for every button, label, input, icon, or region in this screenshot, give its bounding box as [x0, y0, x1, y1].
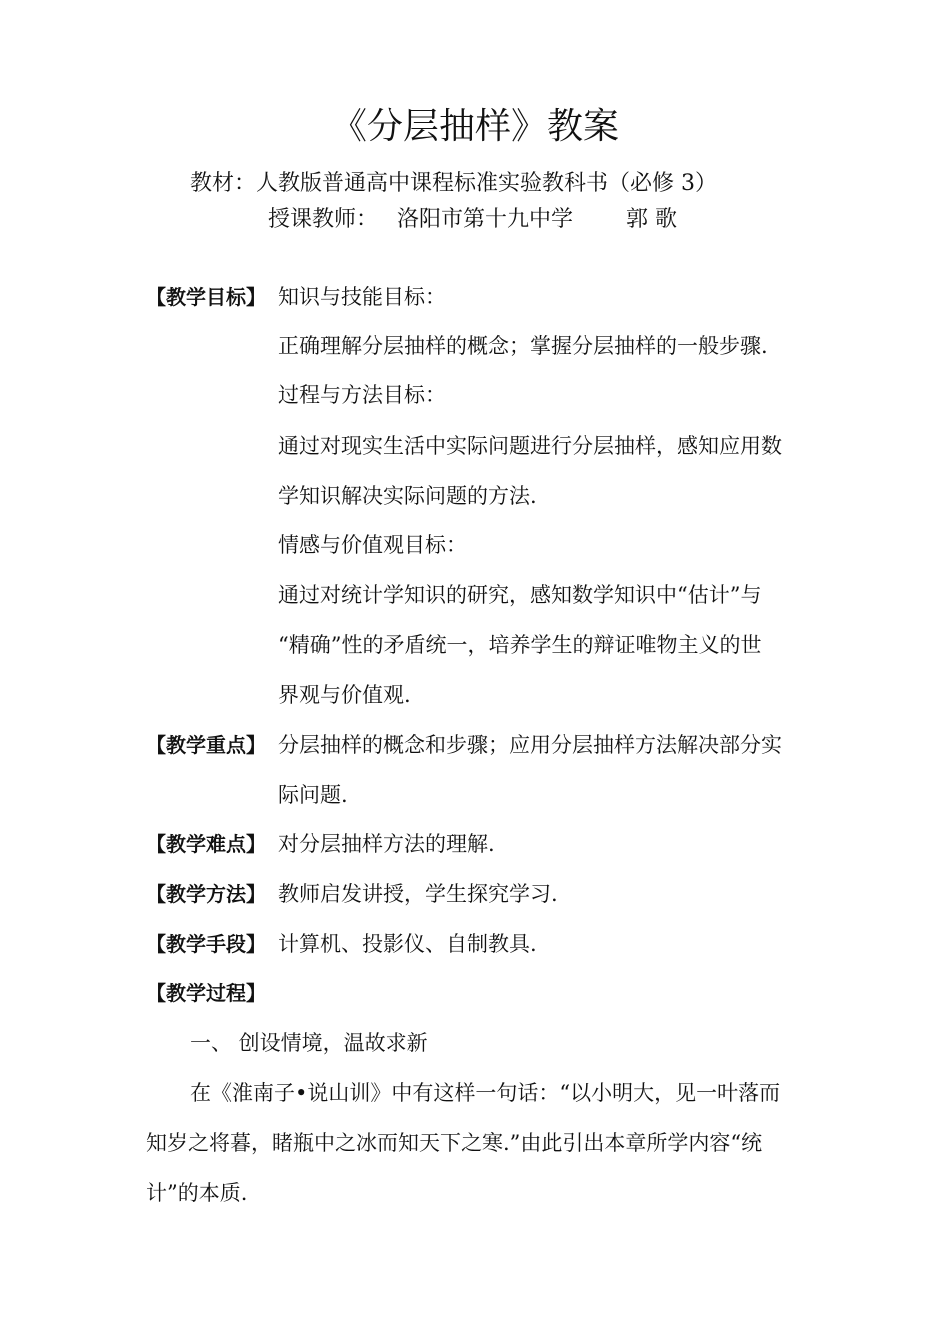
process-line-2: 学知识解决实际问题的方法. [278, 484, 537, 508]
key-points-line-2: 际问题. [278, 783, 348, 807]
teacher-label: 授课教师： [268, 207, 379, 232]
process-heading: 过程与方法目标： [278, 383, 446, 407]
emotion-line-2: “精确”性的矛盾统一，培养学生的辩证唯物主义的世 [278, 633, 762, 657]
process-paragraph-line-1: 在《淮南子•说山训》中有这样一句话：“以小明大，见一叶落而 [190, 1081, 781, 1105]
knowledge-heading: 知识与技能目标： [278, 285, 446, 309]
process-line-1: 通过对现实生活中实际问题进行分层抽样，感知应用数 [278, 434, 782, 458]
emotion-line-3: 界观与价值观. [278, 683, 411, 707]
process-label: 【教学过程】 [146, 981, 266, 1005]
textbook-line: 教材：人教版普通高中课程标准实验教科书（必修 3） [190, 171, 717, 196]
difficulties-text: 对分层抽样方法的理解. [278, 832, 495, 856]
school-name: 洛阳市第十九中学 [397, 207, 574, 232]
document-title: 《分层抽样》教案 [330, 106, 619, 147]
tools-text: 计算机、投影仪、自制教具. [278, 932, 537, 956]
difficulties-label: 【教学难点】 [146, 832, 266, 856]
process-paragraph-line-2: 知岁之将暮，睹瓶中之冰而知天下之寒.”由此引出本章所学内容“统 [146, 1131, 763, 1155]
process-step-1: 一、 创设情境，温故求新 [190, 1031, 428, 1055]
methods-label: 【教学方法】 [146, 882, 266, 906]
emotion-heading: 情感与价值观目标： [278, 533, 467, 557]
methods-text: 教师启发讲授，学生探究学习. [278, 882, 558, 906]
emotion-line-1: 通过对统计学知识的研究，感知数学知识中“估计”与 [278, 583, 762, 607]
tools-label: 【教学手段】 [146, 932, 266, 956]
goals-label: 【教学目标】 [146, 285, 266, 309]
key-points-line-1: 分层抽样的概念和步骤；应用分层抽样方法解决部分实 [278, 733, 782, 757]
teacher-name: 郭 歌 [626, 207, 677, 232]
knowledge-text: 正确理解分层抽样的概念；掌握分层抽样的一般步骤. [278, 334, 768, 358]
key-points-label: 【教学重点】 [146, 733, 266, 757]
process-paragraph-line-3: 计”的本质. [146, 1181, 248, 1205]
